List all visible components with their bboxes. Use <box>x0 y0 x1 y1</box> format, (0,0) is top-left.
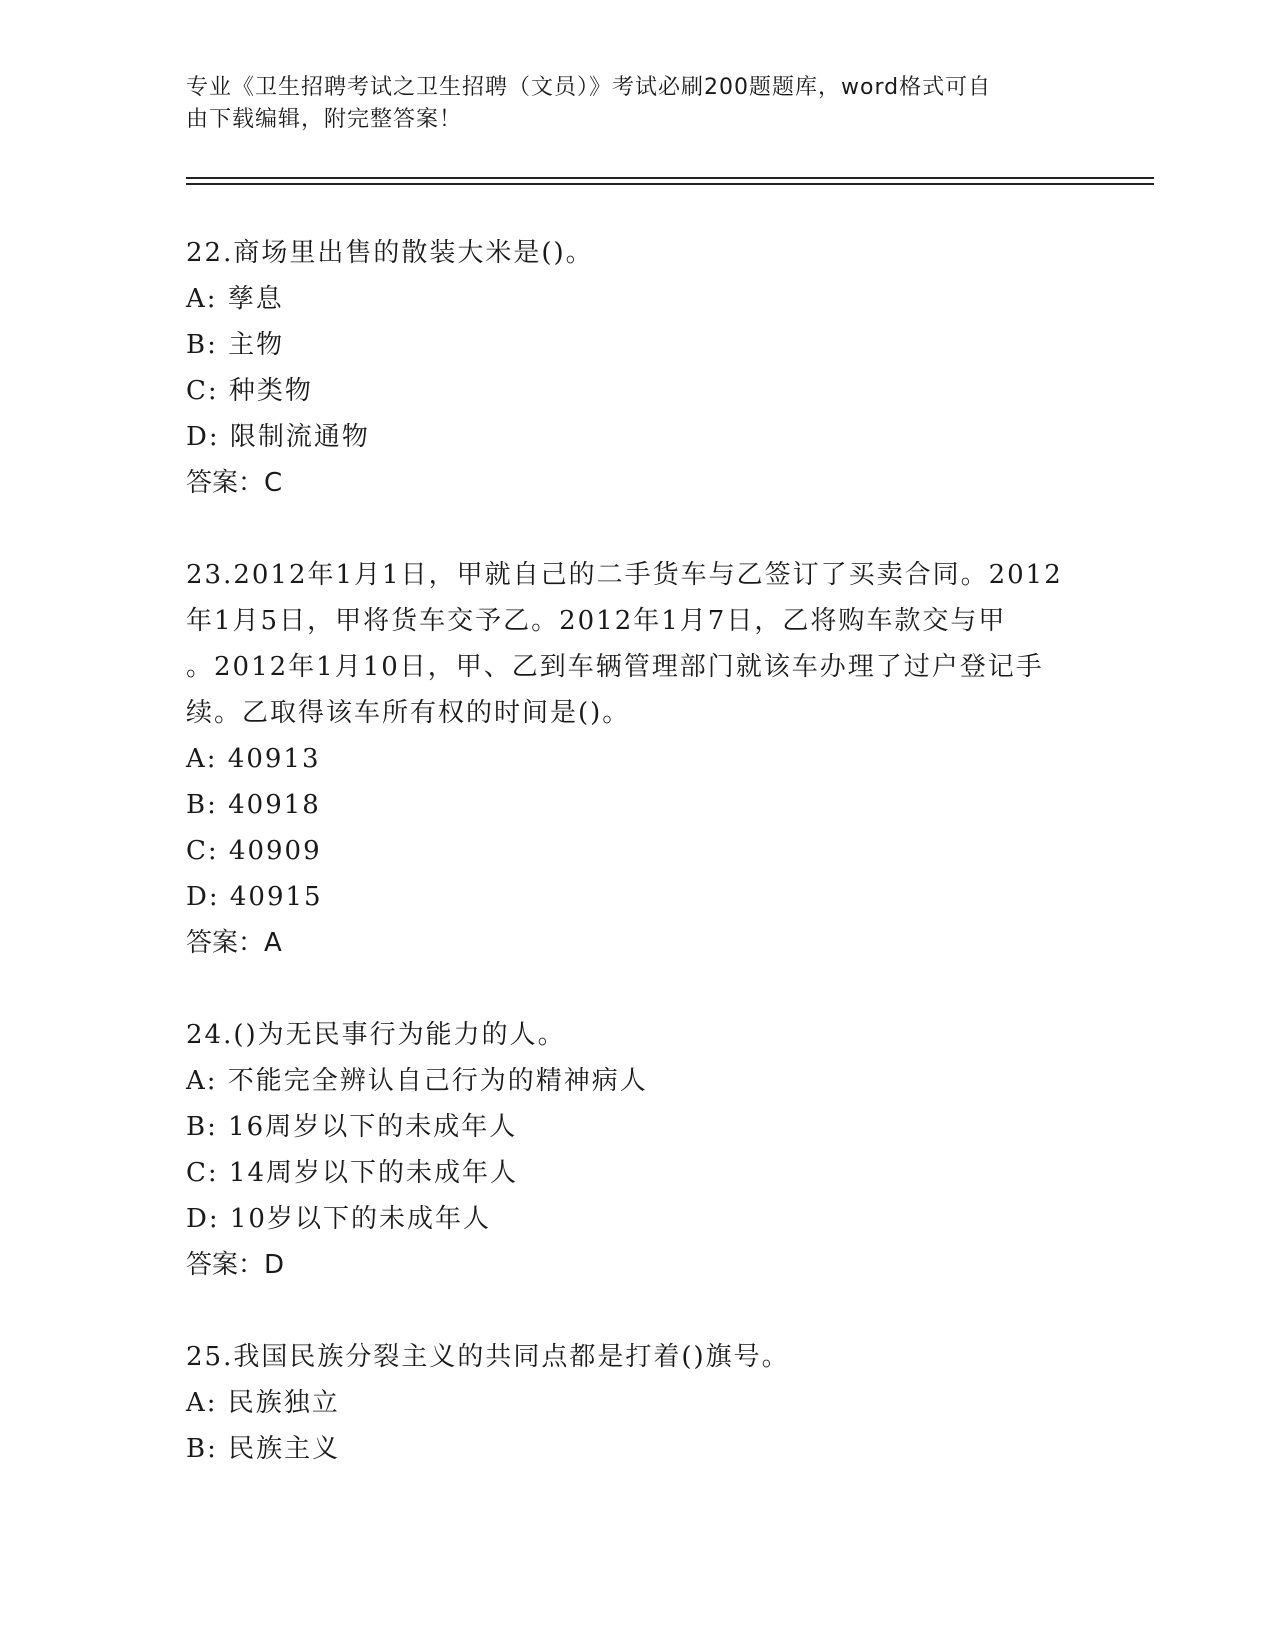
question-22 <box>186 230 1086 506</box>
option-c: C: 40909 <box>186 836 322 866</box>
question-stem-line-2: 年1月5日，甲将货车交予乙。2012年1月7日，乙将购车款交与甲 <box>186 606 1007 636</box>
option-b: B: 民族主义 <box>186 1434 341 1464</box>
answer-line: 答案：A <box>186 928 282 958</box>
option-c: C: 种类物 <box>186 376 313 406</box>
answer-line: 答案：D <box>186 1250 285 1280</box>
option-b: B: 40918 <box>186 790 321 820</box>
question-24 <box>186 1012 1086 1288</box>
option-a: A: 不能完全辨认自己行为的精神病人 <box>186 1066 648 1096</box>
answer-line: 答案：C <box>186 468 283 498</box>
question-stem-line-3: 。2012年1月10日，甲、乙到车辆管理部门就该车办理了过户登记手 <box>186 652 1044 682</box>
question-25 <box>186 1334 1086 1472</box>
question-list <box>186 230 1086 1518</box>
header-line-2: 由下载编辑，附完整答案！ <box>186 107 463 132</box>
header-line-1: 专业《卫生招聘考试之卫生招聘（文员）》考试必刷200题题库，word格式可自 <box>186 75 992 100</box>
option-a: A: 孳息 <box>186 284 284 314</box>
document-header <box>186 72 1066 136</box>
question-stem: 22.商场里出售的散装大米是()。 <box>186 238 594 268</box>
option-d: D: 40915 <box>186 882 323 912</box>
question-stem: 25.我国民族分裂主义的共同点都是打着()旗号。 <box>186 1342 790 1372</box>
question-stem: 24.()为无民事行为能力的人。 <box>186 1020 566 1050</box>
question-stem-line-4: 续。乙取得该车所有权的时间是()。 <box>186 698 631 728</box>
option-a: A: 40913 <box>186 744 321 774</box>
option-b: B: 16周岁以下的未成年人 <box>186 1112 518 1142</box>
header-divider-top <box>186 177 1154 179</box>
option-d: D: 限制流通物 <box>186 422 370 452</box>
option-a: A: 民族独立 <box>186 1388 340 1418</box>
option-c: C: 14周岁以下的未成年人 <box>186 1158 519 1188</box>
header-divider-bottom <box>186 183 1154 185</box>
option-b: B: 主物 <box>186 330 285 360</box>
question-23 <box>186 552 1086 966</box>
question-stem-line-1: 23.2012年1月1日，甲就自己的二手货车与乙签订了买卖合同。2012 <box>186 560 1063 590</box>
option-d: D: 10岁以下的未成年人 <box>186 1204 491 1234</box>
